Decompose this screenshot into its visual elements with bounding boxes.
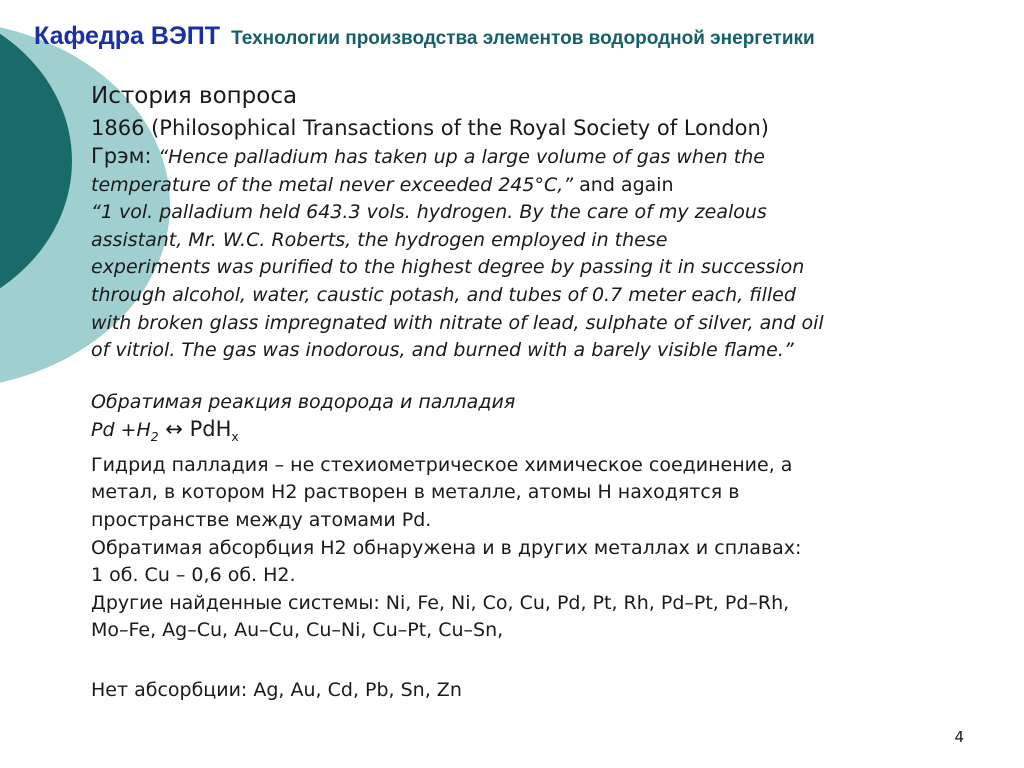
equation-left-subscript: 2 [150,430,159,445]
page-number: 4 [954,728,964,746]
body-line: пространстве между атомами Pd. [91,508,432,531]
quote-line [91,172,991,200]
source-line: 1866 (Philosophical Transactions of the Royal Society of London) [91,116,769,140]
quote-line [91,143,991,172]
equation-right-subscript: x [231,430,239,445]
slide-header [34,22,815,51]
spacer [91,645,991,677]
and-again-text: and again [573,173,674,196]
quote-line: experiments was purified to the highest degree by passing it in succession [91,256,805,279]
author-prefix: Грэм: [91,144,159,168]
equation-right: PdH [189,417,232,442]
department-name: Кафедра ВЭПТ [34,22,220,50]
body-line: Другие найденные системы: Ni, Fe, Ni, Co, Cu, Pd, Pt, Rh, Pd–Pt, Pd–Rh, [91,591,790,614]
spacer [91,365,991,389]
no-absorption-line: Нет абсорбции: Ag, Au, Cd, Pb, Sn, Zn [91,678,462,701]
slide-content [91,79,991,704]
quote-line: through alcohol, water, caustic potash, and tubes of 0.7 meter each, filled [91,283,796,306]
reaction-heading: Обратимая реакция водорода и палладия [91,390,516,413]
quote-line: of vitriol. The gas was inodorous, and burned with a barely visible flame.” [91,339,794,362]
body-line: 1 об. Cu – 0,6 об. H2. [91,564,296,587]
course-title: Технологии производства элементов водородной энергетики [231,28,815,49]
quote-line: assistant, Mr. W.C. Roberts, the hydrogen employed in these [91,228,668,251]
body-line: Гидрид палладия – не стехиометрическое химическое соединение, а [91,453,793,476]
equation-arrow: ↔ [158,417,190,442]
quote-text: “Hence palladium has taken up a large volume of gas when the [158,146,765,168]
body-line: Mo–Fe, Ag–Cu, Au–Cu, Cu–Ni, Cu–Pt, Cu–Sn, [91,619,504,642]
body-line: Обратимая абсорбция H2 обнаружена и в других металлах и сплавах: [91,536,802,559]
quote-line: with broken glass impregnated with nitrate of lead, sulphate of silver, and oil [91,311,824,334]
quote-line: “1 vol. palladium held 643.3 vols. hydrogen. By the care of my zealous [91,201,767,224]
slide-title: История вопроса [91,83,298,109]
equation-left: Pd +H [91,419,151,442]
reaction-equation [91,416,991,451]
quote-text: temperature of the metal never exceeded 245°C,” [91,173,574,196]
body-line: метал, в котором H2 растворен в металле, атомы H находятся в [91,481,740,504]
